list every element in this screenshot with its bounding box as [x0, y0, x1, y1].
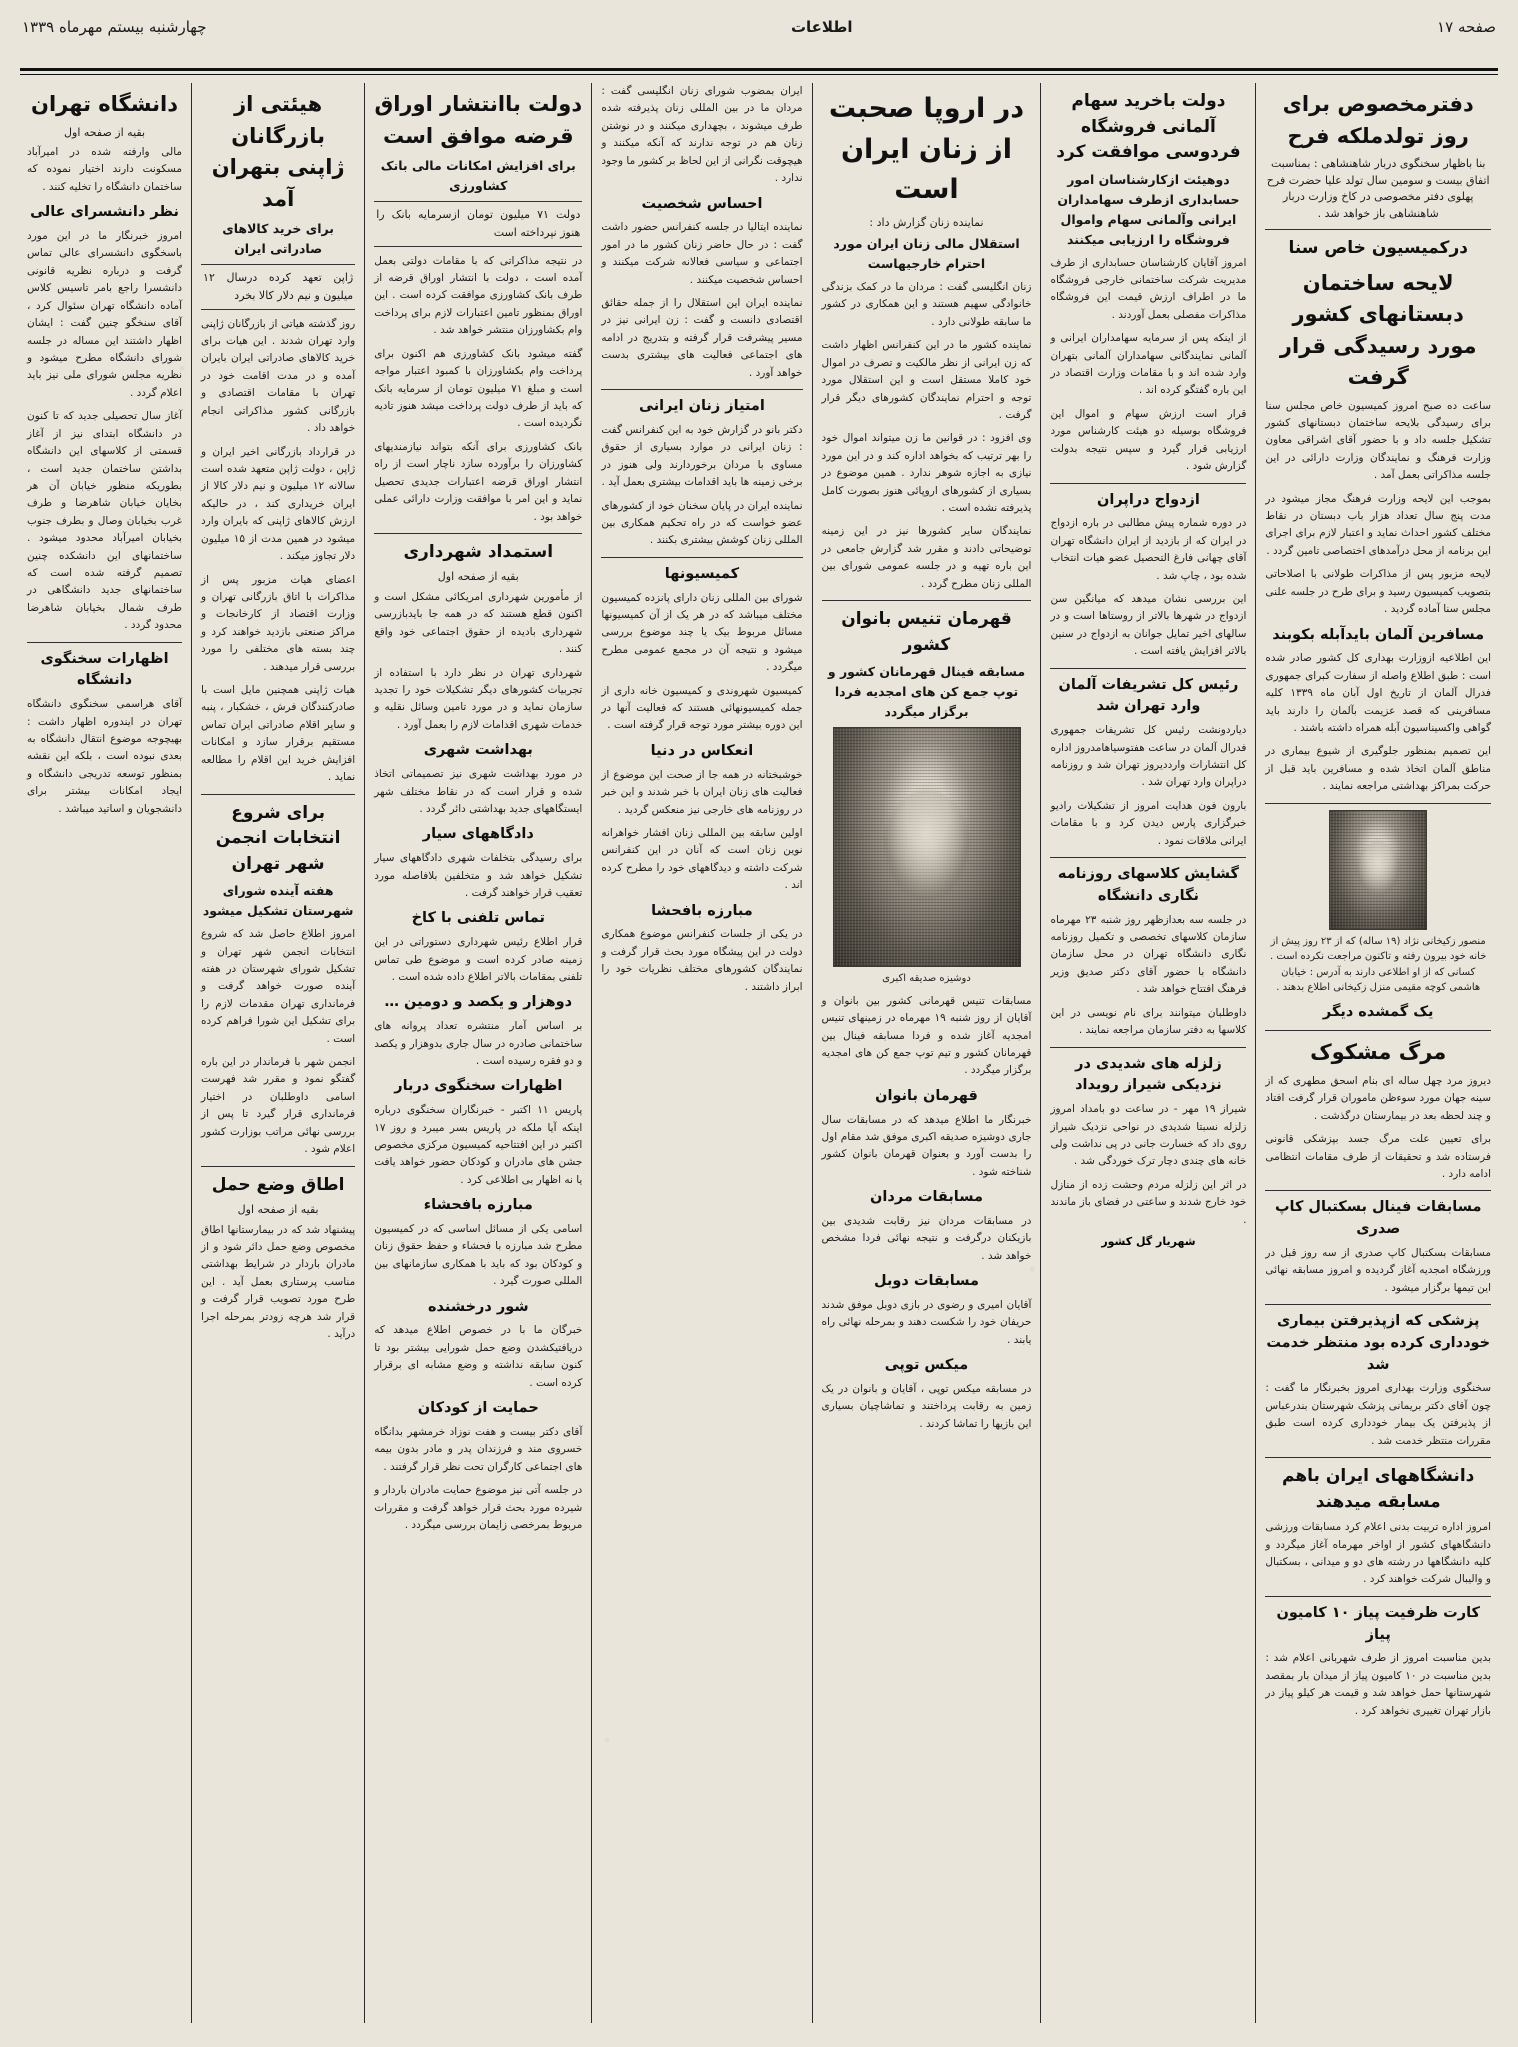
headline: اطاق وضع حمل — [211, 1174, 345, 1195]
subheadline: ازدواج دراپران — [1097, 491, 1200, 508]
photo-figure — [1265, 810, 1491, 996]
column-5 — [812, 83, 1041, 2023]
column-1 — [18, 83, 191, 2023]
body-paragraph: گفته میشود بانک کشاورزی هم اکنون برای پرداخت وام بکشاورزان با کمبود اعتبار مواجه است و مبلغ ۷۱ میلیون تومان از سرمایه بانک که باید از طرف دولت پرداخت میشد هنوز تادیه نگردیده است . — [374, 347, 583, 430]
body-paragraph: امروز خبرنگار ما در این مورد باسخگوی دانشسرای عالی تماس گرفت و درباره نظریه قانونی دانشسرا راجع بامر تاسیس کلاس آماده دانشگاه تهران سئوال کرد ، آقای سنخگو چنین گفت : ایشان اظهار داشتند این مساله در جلسه شورای دانشگاه مطرح میشود و نظریه مجلس شورای ملی نیز باید اعلام گردد . — [27, 230, 183, 399]
body-paragraph: دکتر بانو در گزارش خود به این کنفرانس گفت : زنان ایرانی در موارد بسیاری از حقوق مساوی با مردان برخوردارند ولی هنوز در برخی زمینه ها باید اقدامات بیشتری بعمل آید . — [601, 423, 803, 489]
standfirst: دوهیئت ازکارشناسان امور حسابداری ازطرف سهامداران ایرانی وآلمانی سهام واموال فروشگاه را ارزیابی میکنند — [1057, 171, 1240, 247]
subheadline: مبارزه بافحشا — [651, 902, 753, 919]
deck: ژاپن تعهد کرده درسال ۱۲ میلیون و نیم دلار کالا بخرد — [201, 264, 355, 310]
body-paragraph: نماینده ایتالیا در جلسه کنفرانس حضور داشت گفت : در حال حاضر زنان کشور ما در امور اجتماعی و سیاسی فعالانه شرکت میکنند و احساس شخصیت میکنند . — [601, 221, 803, 286]
body-paragraph: اولین سابقه بین المللی زنان افشار خواهرانه نوین زنان است که آنان در این کنفرانس شرکت داشته و دیدگاههای خود را مطرح کرده اند . — [601, 826, 803, 892]
body-paragraph: ایران بمضوب شورای زنان انگلیسی گفت : مردان ما در بین المللی زنان پذیرفته شده طرف میشوند ، بچهداری میکنند و در نوشتن زنان هم در توجه ندارند که آنکه میکنند و هیچوقت نگرانی از این لحاظ بر کشور ما وجود ندارد . — [601, 85, 803, 185]
body-paragraph: لایحه مزبور پس از مذاکرات طولانی با اصلاحاتی بتصویب کمیسیون رسید و برای طرح در جلسه علنی مجلس سنا آماده گردید . — [1265, 568, 1491, 616]
headline: مرگ مشکوک — [1310, 1040, 1447, 1065]
body-paragraph: بانک کشاورزی برای آنکه بتواند نیازمندیهای کشاورزان را برآورده سازد ناچار است از راه انتشار اوراق قرضه اعتبارات جدیدی تحصیل نماید و این امر با موافقت وزارت دارائی عملی خواهد بود . — [374, 440, 583, 523]
standfirst: برای خرید کالاهای صادراتی ایران — [222, 221, 334, 256]
body-paragraph: از اینکه پس از سرمایه سهامداران ایرانی و آلمانی نمایندگانی سهامداران آلمانی بتهران وارد شده اند و با مقامات وزارت اقتصاد در این باره گفتگو کرده اند . — [1050, 332, 1247, 397]
standfirst: برای افزایش امکانات مالی بانک کشاورزی — [380, 158, 576, 193]
section-divider — [201, 1166, 355, 1167]
kicker: نماینده زنان گزارش داد : — [869, 215, 984, 229]
subheadline: اظهارات سخنگوی دانشگاه — [40, 650, 169, 689]
body-paragraph: در مسابقات مردان نیز رقابت شدیدی بین بازیکنان درگرفت و نتیجه نهائی فردا مشخص خواهد شد . — [821, 1214, 1032, 1262]
headline: قهرمان تنیس بانوان کشور — [841, 609, 1012, 655]
kicker: بقیه از صفحه اول — [64, 125, 146, 139]
body-paragraph: امروز آقایان کارشناسان حسابداری از طرف مدیریت شرکت ساختمانی خارجی فروشگاه ما در اطراف ارزش قیمت این فروشگاه مذاکرات مفصلی بعمل آوردند . — [1050, 256, 1247, 321]
body-paragraph: در دوره شماره پیش مطالبی در باره ازدواج در ایران که از بازدید از ایران دانشگاه تهران آقای چهانی فارغ التحصیل عضو هیات انتخاب شده بود ، چاپ شد . — [1050, 517, 1247, 582]
headline: دولت باانتشار اوراق قرضه موافق است — [374, 92, 583, 148]
headline: هیئتی از بازرگانان ژاپنی بتهران آمد — [211, 92, 345, 211]
kicker: بقیه از صفحه اول — [437, 570, 519, 584]
body-paragraph: انجمن شهر با فرماندار در این باره گفتگو نمود و مقرر شد فهرست اسامی داوطلبان در اختیار فرمانداری قرار گیرد تا پس از بررسی نهائی مراتب بوزارت کشور اعلام شود . — [201, 1056, 356, 1156]
deck: دولت ۷۱ میلیون تومان ازسرمایه بانک را هنوز نپرداخته است — [374, 201, 582, 247]
headline: دولت باخرید سهام آلمانی فروشگاه فردوسی موافقت کرد — [1056, 91, 1241, 162]
body-paragraph: اعضای هیات مزبور پس از مذاکرات با اتاق بازرگانی تهران و وزارت اقتصاد از کارخانجات و مراکز صنعتی بازدید خواهند کرد و چند بسته های مختلفی را مورد بررسی قرار میدهند . — [201, 573, 356, 673]
subheadline: زلزله های شدیدی در نزدیکی شیراز رویداد — [1075, 1055, 1222, 1094]
subheadline: گشایش کلاسهای روزنامه نگاری دانشگاه — [1057, 866, 1239, 904]
headline: دانشگاه تهران — [31, 92, 179, 116]
body-paragraph: شورای بین المللی زنان دارای پانزده کمیسیون مختلف میباشد که در هر یک از آن کمیسیونها مسائل مربوط بیک یا چند موضوع بررسی میشود و نتیجه آن در مجمع عمومی مطرح میگردد . — [601, 591, 803, 674]
body-paragraph: مالی وارفته شده در امیرآباد مسکونت دارند اختیار نموده که ساختمان دانشگاه را تخلیه کنند . — [27, 146, 183, 193]
section-divider — [374, 533, 582, 534]
subheadline: مسابقات مردان — [870, 1189, 983, 1206]
standfirst: استقلال مالی زنان ایران مورد احترام خارجیهاست — [833, 236, 1020, 271]
subheadline: حمایت از کودکان — [417, 1400, 539, 1417]
body-paragraph: هیات ژاپنی همچنین مایل است با صادرکنندگان فرش ، خشکبار ، پنبه و سایر اقلام صادراتی ایران تماس مستقیم برقرار سازد و امکانات افزایش خرید این اقلام را مطالعه نماید . — [201, 684, 356, 784]
photo-caption: منصور زکیخانی نژاد (۱۹ ساله) که از ۲۳ روز پیش از خانه خود بیرون رفته و تاکنون مراجعت نکرده است . کسانی که از او اطلاعی دارند به آدرس : خیابان هاشمی کوچه مقیمی منزل زکیخانی اطلاع بدهند . — [1270, 935, 1487, 994]
section-divider — [1265, 1457, 1491, 1458]
body-paragraph: امروز اطلاع حاصل شد که شروع انتخابات انجمن شهر تهران و تشکیل شورای شهرستان در هفته آینده صورت خواهد گرفت و فرمانداری تهران مقدمات لازم را برای تشکیل این شورا فراهم کرده است . — [201, 928, 356, 1045]
photo-image — [833, 727, 1021, 967]
body-paragraph: در مسابقه میکس توپی ، آقایان و بانوان در یک زمین به رقابت پرداختند و تماشاچیان بسیاری این بازیها را تماشا کردند . — [821, 1383, 1032, 1430]
subheadline: احساس شخصیت — [641, 195, 763, 212]
section-divider — [27, 642, 182, 643]
column-3 — [364, 83, 591, 2023]
body-paragraph: مسابقات تنیس قهرمانی کشور بین بانوان و آقایان از روز شنبه ۱۹ مهرماه در زمینهای تنیس امجدیه آغاز شده و فردا مسابقه فینال بین قهرمانان کشور و تیم توپ جمع کن های امجدیه برگزار میگردد . — [821, 994, 1032, 1077]
section-divider — [822, 600, 1032, 601]
subheadline: میکس توپی — [884, 1357, 969, 1374]
section-divider — [1265, 1304, 1491, 1305]
body-paragraph: بدین مناسبت امروز از طرف شهربانی اعلام شد : بدین مناسبت در ۱۰ کامیون پیاز از میدان بار بمقصد شهرستانها حمل خواهد شد و قیمت هر کیلو پیاز در بازار تهران تغییری نخواهد کرد . — [1265, 1652, 1491, 1717]
body-paragraph: بارون فون هدایت امروز از تشکیلات رادیو خبرگزاری پارس دیدن کرد و با مقامات ایرانی ملاقات نمود . — [1050, 799, 1247, 847]
body-paragraph: وی افزود : در قوانین ما زن میتواند اموال خود را بهر ترتیب که بخواهد اداره کند و در این مورد نیازی به اجازه شوهر ندارد . همین موضوع در بسیاری از کشورهای اروپائی هنوز بصورت کامل پذیرفته نشده است . — [821, 432, 1032, 515]
headline: درکمیسیون خاص سنا — [1288, 238, 1468, 258]
section-divider — [1265, 1596, 1491, 1597]
body-paragraph: نماینده ایران در پایان سخنان خود از کشورهای عضو خواست که در راه تحکیم همکاری بین المللی زنان کوشش بیشتری بکنند . — [601, 499, 803, 547]
body-paragraph: در یکی از جلسات کنفرانس موضوع همکاری دولت در این پیشگاه مورد بحث قرار گرفت و نمایندگان کشورهای مختلف نظریات خود را ابراز داشتند . — [601, 928, 803, 993]
body-paragraph: در مورد بهداشت شهری نیز تصمیماتی اتخاذ شده و قرار است که در نقاط مختلف شهر ایستگاههای جدید بهداشتی دائر گردد . — [374, 768, 583, 815]
body-paragraph: برای تعیین علت مرگ جسد بپزشکی قانونی فرستاده شد و تحقیقات از طرف مقامات انتظامی ادامه دارد . — [1265, 1133, 1491, 1181]
body-paragraph: بموجب این لایحه وزارت فرهنگ مجاز میشود در مدت پنج سال تعداد هزار باب دبستان در نقاط مختلف کشور احداث نماید و اعتبار لازم برای اجرای این برنامه از محل درآمدهای اختصاصی تامین گردد . — [1265, 492, 1491, 557]
body-paragraph: این تصمیم بمنظور جلوگیری از شیوع بیماری در مناطق آلمان اتخاذ شده و مسافرین باید قبل از حرکت بمراکز بهداشتی مراجعه نمایند . — [1265, 745, 1491, 793]
body-paragraph: امروز اداره تربیت بدنی اعلام کرد مسابقات ورزشی دانشگاههای کشور از اواخر مهرماه آغاز میگردد و کلیه دانشگاهها در رشته های دو و میدانی ، بسکتبال و والیبال شرکت خواهند کرد . — [1265, 1521, 1491, 1586]
standfirst: هفته آینده شورای شهرستان تشکیل میشود — [202, 883, 354, 919]
body-paragraph: آغاز سال تحصیلی جدید که تا کنون در دانشگاه ابتدای نیز از آغاز قسمتی از کلاسهای این دانشگاه بداشتن ساختمان جدید است ، بطوریکه منظور خیابان آن هر بخایان خیابان شاهرضا و طرف غرب بخیابان وصال و بطرف جنوب بخیابان امیرآباد محدود میشود . ساختمانهای این دانشکده چنین تصمیم گرفته شده است که ساختمانهای جدید دانشگاهی در طرف شمال بخیابان شاهرضا محدود گردد . — [27, 410, 183, 632]
body-paragraph: داوطلبان میتوانند برای نام نویسی در این کلاسها به دفتر سازمان مراجعه نمایند . — [1050, 1006, 1247, 1037]
portrait-face — [1356, 841, 1400, 895]
body-paragraph: آقای هراسمی سخنگوی دانشگاه تهران در ایندوره اظهار داشت : بهیچوجه موضوع انتقال دانشگاه به بعدی نبوده است ، بلکه این نقشه بمنظور توسعه تدریجی دانشگاه و ایجاد امکانات بیشتر برای دانشجویان و اساتید میباشد . — [27, 698, 183, 815]
section-divider — [1050, 1047, 1246, 1048]
subheadline: مبارزه بافحشاء — [423, 1197, 533, 1214]
body-paragraph: زنان انگلیسی گفت : مردان ما در کمک بزندگی خانوادگی سهیم هستند و این همکاری در کشور ما سابقه طولانی دارد . — [821, 281, 1032, 328]
subheadline: یک گمشده دیگر — [1322, 1003, 1434, 1020]
subheadline: شور درخشنده — [427, 1298, 529, 1315]
body-paragraph: خبرنگار ما اطلاع میدهد که در مسابقات سال جاری دوشیزه صدیقه اکبری موفق شد مقام اول را بدست آورد و بعنوان قهرمان بانوان کشور شناخته شود . — [821, 1113, 1032, 1178]
body-paragraph: نماینده کشور ما در این کنفرانس اظهار داشت که زن ایرانی از نظر مالکیت و تصرف در اموال خود کاملا مستقل است و این استقلال مورد توجه و احترام نمایندگان کشورهای دیگر قرار گرفت . — [821, 339, 1032, 421]
section-divider — [1050, 483, 1246, 484]
section-divider — [1265, 803, 1491, 804]
headline: برای شروع انتخابات انجمن شهر تهران — [215, 802, 341, 874]
subheadline: کارت ظرفیت پیاز ۱۰ کامیون پیاز — [1276, 1604, 1480, 1643]
body-paragraph: کمیسیون شهروندی و کمیسیون خانه داری از جمله کمیسیونهائی هستند که فعالیت آنها در این دوره بیشتر مورد توجه قرار گرفته است . — [601, 684, 803, 732]
body-paragraph: در جلسه آتی نیز موضوع حمایت مادران باردار و شیرده مورد بحث قرار خواهد گرفت و مقررات مربوط بمرخصی زایمان بررسی میگردد . — [374, 1484, 583, 1531]
subheadline: نظر دانشسرای عالی — [30, 204, 179, 221]
body-paragraph: نمایندگان سایر کشورها نیز در این زمینه توضیحاتی دادند و مقرر شد گزارش جامعی در این باره تهیه و در جلسه عمومی شورای بین المللی زنان مطرح گردد . — [821, 525, 1032, 590]
body-paragraph: در اثر این زلزله مردم وحشت زده از منازل خود خارج شدند و ساعتی در فضای باز ماندند . — [1050, 1178, 1247, 1226]
body-paragraph: دیاردونشت رئیس کل تشریفات جمهوری فدرال آلمان در ساعت هفتوسیاهامدروز اداره کل انتشارات وارددیروز تهران شد و روزنامه دراپران وارد تهران شد . — [1050, 724, 1247, 789]
standfirst: مسابقه فینال قهرمانان کشور و توپ جمع کن های امجدیه فردا برگزار میگردد — [827, 664, 1026, 720]
body-paragraph: قرار است ارزش سهام و اموال این فروشگاه بوسیله دو هیئت کارشناس مورد ارزیابی قرار گیرد و سپس نتیجه بدولت گزارش شود . — [1050, 407, 1247, 473]
body-paragraph: از مأمورین شهرداری امریکائی مشکل است و اکنون قطع هستند که در همه جا بایدبازرسی شهرداری بادیده از حقوق اجتماعی خود واقع کنند . — [374, 590, 583, 656]
subheadline: مسابقات فینال بسکتبال کاپ صدری — [1274, 1199, 1482, 1238]
column-grid — [18, 83, 1500, 2023]
body-paragraph: خوشبختانه در همه جا از صحت این موضوع از فعالیت های زنان ایران با خبر شدند و این خبر در روزنامه های خارجی نیز منعکس گردید . — [601, 768, 803, 816]
section-divider — [601, 389, 802, 390]
body-paragraph: این اطلاعیه ازوزارت بهداری کل کشور صادر شده است : طبق اطلاع واصله از سفارت کبرای جمهوری فدرال آلمان از تاریخ اول آبان ماه ۱۳۳۹ کلیه مسافرینی که قصد عزیمت بآلمان را دارند باید گواهی واکسیناسیون آبله همراه داشته باشند . — [1265, 652, 1491, 734]
subheadline: اظهارات سخنگوی دربار — [394, 1078, 563, 1095]
section-divider — [1265, 1030, 1491, 1031]
column-7 — [1255, 83, 1500, 2023]
body-paragraph: در جلسه سه بعدازظهر روز شنبه ۲۳ مهرماه سازمان کلاسهای تخصصی و تکمیل روزنامه نگاری دانشگاه تهران در محل سازمان دانشگاه با حضور آقای دکتر صدیق وزیر فرهنگ افتتاح خواهد شد . — [1050, 913, 1247, 996]
byline: شهریار گل کشور — [1101, 1235, 1196, 1249]
subheadline: قهرمان بانوان — [875, 1087, 978, 1104]
body-paragraph: دیروز مرد چهل ساله ای بنام اسحق مطهری که از سینه جهان مورد سوءظن ماموران قرار گرفت افتاد و چند لحظه بعد در بیمارستان درگذشت . — [1265, 1074, 1491, 1122]
portrait-face — [884, 790, 970, 899]
section-divider — [1265, 229, 1491, 230]
subheadline: کمیسیونها — [664, 565, 740, 582]
body-paragraph: اسامی یکی از مسائل اساسی که در کمیسیون مطرح شد مبارزه با فحشاء و حفظ حقوق زنان و کودکان بود که باید با همکاری سازمانهای بین المللی صورت گیرد . — [374, 1223, 583, 1288]
body-paragraph: شهرداری تهران در نظر دارد با استفاده از تجربیات کشورهای دیگر تشکیلات خود را تجدید سازمان نماید و در مورد تامین وسائل نقلیه و خدمات شهری اقدامات لازم را بعمل آورد . — [374, 666, 583, 731]
masthead-divider — [20, 68, 1498, 75]
subheadline: بهداشت شهری — [423, 742, 533, 759]
masthead-date: چهارشنبه بیستم مهرماه ۱۳۳۹ — [22, 18, 207, 36]
subheadline: مسافرین آلمان بایدآبله بکوبند — [1272, 626, 1485, 643]
kicker: بنا باظهار سخنگوی دربار شاهنشاهی : بمناسبت اتفاق بیست و سومین سال تولد علیا حضرت فرح پهلوی دفتر مخصوصی در کاخ وزارت دربار شاهنشاهی باز خواهد شد . — [1266, 157, 1490, 220]
section-divider — [1265, 1190, 1491, 1191]
body-paragraph: نماینده ایران این استقلال را از جمله حقائق اقتصادی دانست و گفت : زن ایرانی نیز در مسیر پیشرفت قرار گرفته و بتدریج در ادامه های اجتماعی فعالیت های بیشتری بدست خواهد آورد . — [601, 296, 803, 379]
body-paragraph: برای رسیدگی بتخلفات شهری دادگاههای سیار تشکیل خواهد شد و متخلفین بلافاصله مورد تعقیب قرار خواهند گرفت . — [374, 852, 583, 899]
headline: دفترمخصوص برای روز تولدملکه فرح — [1282, 92, 1474, 148]
section-divider — [201, 794, 355, 795]
section-divider — [1050, 857, 1246, 858]
subheadline: امتیاز زنان ایرانی — [639, 398, 765, 415]
headline: در اروپا صحبت از زنان ایران است — [828, 93, 1025, 205]
masthead — [22, 14, 1496, 68]
body-paragraph: پیشنهاد شد که در بیمارستانها اطاق مخصوص وضع حمل دائر شود و از مادران باردار در شرایط بهداشتی مناسب پرستاری بعمل آید . این طرح مورد تصویب قرار گرفت و قرار شد هرچه زودتر بمرحله اجرا درآید . — [201, 1223, 356, 1341]
column-6 — [1040, 83, 1255, 2023]
photo-figure — [822, 727, 1032, 987]
body-paragraph: آقایان امیری و رضوی در بازی دوبل موفق شدند حریفان خود را شکست دهند و بمرحله نهائی راه یابند . — [821, 1298, 1032, 1346]
body-paragraph: قرار اطلاع رئیس شهرداری دستوراتی در این زمینه صادر کرده است و موضوع طی تماس تلفنی بمقامات بالاتر اطلاع داده شده است . — [374, 936, 583, 983]
body-paragraph: پاریس ۱۱ اکتبر - خبرنگاران سخنگوی درباره اینکه آیا ملکه در پاریس بسر میبرد و روز ۱۷ اکتبر در این افتتاحیه کمیسیون مرکزی مخصوص جشن های مادران و کودکان حضور خواهد یافت یا نه اظهار بی اطلاعی کرد . — [374, 1104, 583, 1186]
body-paragraph: آقای دکتر بیست و هفت نوزاد خرمشهر بدانگاه خسروی مند و فرزندان پدر و مادر بدون بیمه های اجتماعی کارگران تحت نظر قرار گرفتند . — [374, 1425, 583, 1473]
headline: لایحه ساختمان دبستانهای کشور مورد رسیدگی قرار گرفت — [1279, 270, 1477, 389]
masthead-paper-name: اطلاعات — [790, 18, 853, 36]
body-paragraph: سخنگوی وزارت بهداری امروز بخبرنگار ما گفت : چون آقای دکتر بریمانی پزشک شهرستان بندرعباس از پذیرفتن یک بیمار خودداری کرده است طبق مقررات منتظر خدمت شد . — [1265, 1382, 1491, 1447]
body-paragraph: ساعت ده صبح امروز کمیسیون خاص مجلس سنا برای رسیدگی بلایحه ساختمان دبستانهای کشور تشکیل جلسه داد و با حضور آقای اشراقی معاون وزارت فرهنگ و نمایندگان وزارت دارائی در این جلسه مذاکراتی بعمل آمد . — [1265, 399, 1491, 482]
headline: استمداد شهرداری — [403, 541, 554, 562]
body-paragraph: بر اساس آمار منتشره تعداد پروانه های ساختمانی صادره در سال جاری بدوهزار و یکصد و دو فقره رسیده است . — [374, 1020, 583, 1067]
body-paragraph: روز گذشته هیاتی از بازرگانان ژاپنی وارد تهران شدند . این هیات برای خرید کالاهای صادراتی ایران بایران آمده و در مدت اقامت خود در تهران با مقامات اقتصادی و بازرگانی کشور مذاکراتی انجام خواهد داد . — [201, 317, 356, 435]
body-paragraph: مسابقات بسکتبال کاپ صدری از سه روز قبل در ورزشگاه امجدیه آغاز گردیده و امروز مسابقه نهائی این تیمها برگزار میشود . — [1265, 1246, 1491, 1294]
section-divider — [601, 557, 802, 558]
subheadline: تماس تلفنی با کاخ — [411, 910, 545, 927]
subheadline: رئیس کل تشریفات آلمان وارد تهران شد — [1058, 676, 1239, 715]
photo-caption: دوشیزه صدیقه اکبری — [882, 973, 971, 985]
column-2 — [191, 83, 364, 2023]
column-4 — [591, 83, 811, 2023]
body-paragraph: شیراز ۱۹ مهر - در ساعت دو بامداد امروز زلزله نسبتا شدیدی در نواحی نزدیک شیراز روی داد که خسارت جانی در پی نداشت ولی خانه های چندی دچار ترک خوردگی شد . — [1050, 1103, 1247, 1168]
body-paragraph: در نتیجه مذاکراتی که با مقامات دولتی بعمل آمده است ، دولت با انتشار اوراق قرضه از طرف بانک کشاورزی موافقت کرده است . این اوراق بمنظور تامین اعتبارات لازم برای پرداخت وام بکشاورزان منتشر خواهد شد . — [374, 254, 583, 337]
masthead-page-number: صفحه ۱۷ — [1437, 18, 1496, 36]
section-divider — [1050, 668, 1246, 669]
headline: دانشگاههای ایران باهم مسابقه میدهند — [1282, 1466, 1475, 1512]
kicker: بقیه از صفحه اول — [237, 1203, 319, 1217]
subheadline: دادگاههای سیار — [422, 826, 534, 843]
subheadline: انعکاس در دنیا — [650, 742, 754, 759]
subheadline: پزشکی که ازپذیرفتن بیماری خودداری کرده بود منتظر خدمت شد — [1266, 1313, 1491, 1373]
body-paragraph: خبرگان ما با در خصوص اطلاع میدهد که دریافتیکشدن وضع حمل شورایی بیشتر بود تا کنون سابقه نداشته و وضع مشابه ای برقرار کرده است . — [374, 1324, 583, 1389]
body-paragraph: در قرارداد بازرگانی اخیر ایران و ژاپن ، دولت ژاپن متعهد شده است سالانه ۱۲ میلیون و نیم دلار کالا از ایران خریداری کند ، در حالیکه ارزش کالاهای ژاپنی که بایران وارد میشود در همین مدت از ۱۵ میلیون دلار تجاوز میکند . — [201, 445, 356, 563]
photo-image — [1329, 810, 1427, 930]
subheadline: دوهزار و یکصد و دومین … — [384, 994, 573, 1011]
subheadline: مسابقات دوبل — [874, 1273, 979, 1290]
body-paragraph: این بررسی نشان میدهد که میانگین سن ازدواج در شهرها بالاتر از روستاها است و در سالهای اخیر تمایل جوانان به ازدواج در سنین بالاتر افزایش یافته است . — [1050, 593, 1247, 658]
